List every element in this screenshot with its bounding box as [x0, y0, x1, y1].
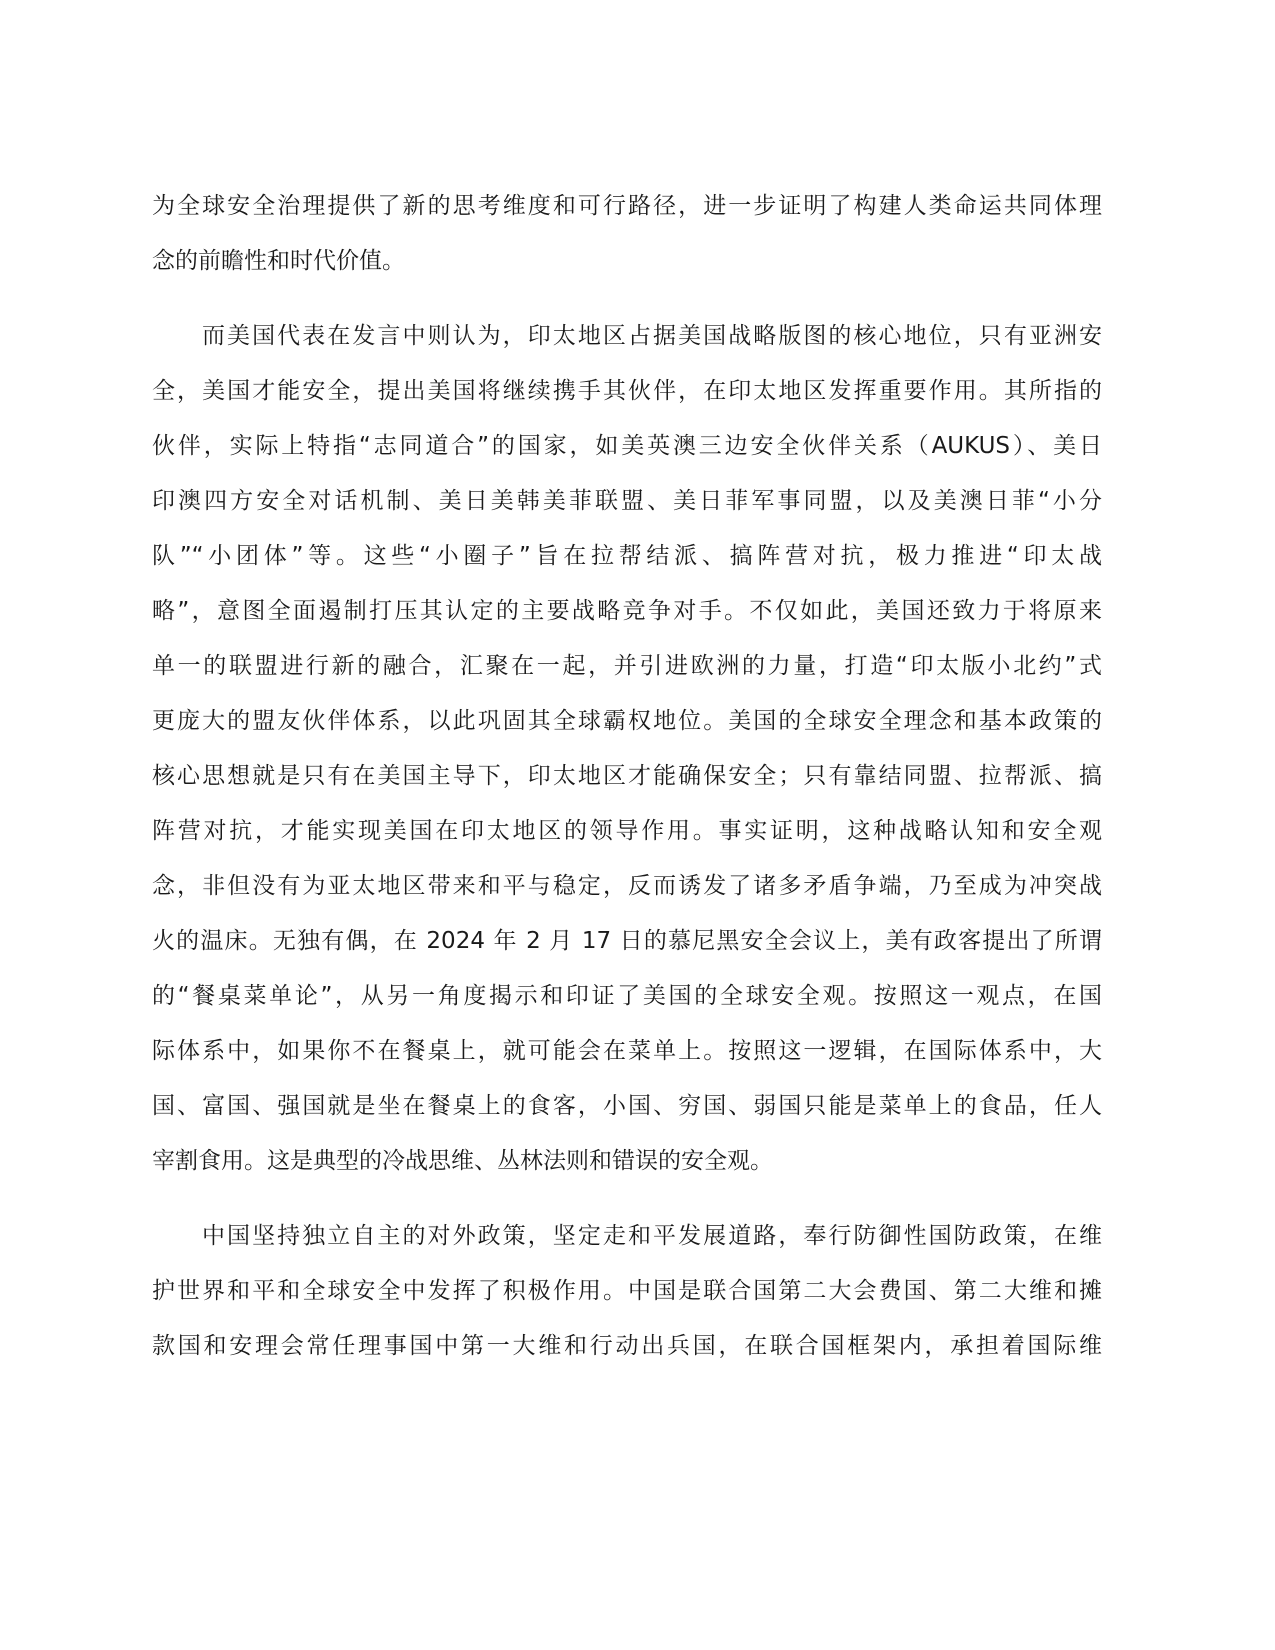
paragraph-2-line-11: 念，非但没有为亚太地区带来和平与稳定，反而诱发了诸多矛盾争端，乃至成为冲突战 — [152, 873, 1102, 899]
paragraph-2-line-9: 核心思想就是只有在美国主导下，印太地区才能确保安全；只有靠结同盟、拉帮派、搞 — [152, 763, 1102, 789]
paragraph-3-line-2: 护世界和平和全球安全中发挥了积极作用。中国是联合国第二大会费国、第二大维和摊 — [152, 1278, 1102, 1304]
paragraph-2-line-10: 阵营对抗，才能实现美国在印太地区的领导作用。事实证明，这种战略认知和安全观 — [152, 818, 1102, 844]
paragraph-2-line-5: 队”“小团体”等。这些“小圈子”旨在拉帮结派、搞阵营对抗，极力推进“印太战 — [152, 543, 1102, 569]
paragraph-1-line-1: 为全球安全治理提供了新的思考维度和可行路径，进一步证明了构建人类命运共同体理 — [152, 193, 1102, 219]
paragraph-2-line-7: 单一的联盟进行新的融合，汇聚在一起，并引进欧洲的力量，打造“印太版小北约”式 — [152, 653, 1102, 679]
paragraph-2-line-3: 伙伴，实际上特指“志同道合”的国家，如美英澳三边安全伙伴关系（AUKUS）、美日 — [152, 433, 1102, 459]
paragraph-2-line-6: 略”，意图全面遏制打压其认定的主要战略竞争对手。不仅如此，美国还致力于将原来 — [152, 598, 1102, 624]
paragraph-1-line-2: 念的前瞻性和时代价值。 — [152, 248, 405, 274]
paragraph-3-line-1: 中国坚持独立自主的对外政策，坚定走和平发展道路，奉行防御性国防政策，在维 — [202, 1223, 1102, 1249]
paragraph-3-line-3: 款国和安理会常任理事国中第一大维和行动出兵国，在联合国框架内，承担着国际维 — [152, 1333, 1102, 1359]
paragraph-2-line-4: 印澳四方安全对话机制、美日美韩美菲联盟、美日菲军事同盟，以及美澳日菲“小分 — [152, 488, 1102, 514]
paragraph-2-line-15: 国、富国、强国就是坐在餐桌上的食客，小国、穷国、弱国只能是菜单上的食品，任人 — [152, 1093, 1102, 1119]
paragraph-2-line-2: 全，美国才能安全，提出美国将继续携手其伙伴，在印太地区发挥重要作用。其所指的 — [152, 378, 1102, 404]
paragraph-2-line-8: 更庞大的盟友伙伴体系，以此巩固其全球霸权地位。美国的全球安全理念和基本政策的 — [152, 708, 1102, 734]
paragraph-2-line-16: 宰割食用。这是典型的冷战思维、丛林法则和错误的安全观。 — [152, 1148, 773, 1174]
paragraph-2-line-13: 的“餐桌菜单论”，从另一角度揭示和印证了美国的全球安全观。按照这一观点，在国 — [152, 983, 1102, 1009]
paragraph-2-line-14: 际体系中，如果你不在餐桌上，就可能会在菜单上。按照这一逻辑，在国际体系中，大 — [152, 1038, 1102, 1064]
paragraph-2-line-12: 火的温床。无独有偶，在 2024 年 2 月 17 日的慕尼黑安全会议上，美有政客提出了所谓 — [152, 928, 1102, 954]
paragraph-2-line-1: 而美国代表在发言中则认为，印太地区占据美国战略版图的核心地位，只有亚洲安 — [202, 323, 1102, 349]
